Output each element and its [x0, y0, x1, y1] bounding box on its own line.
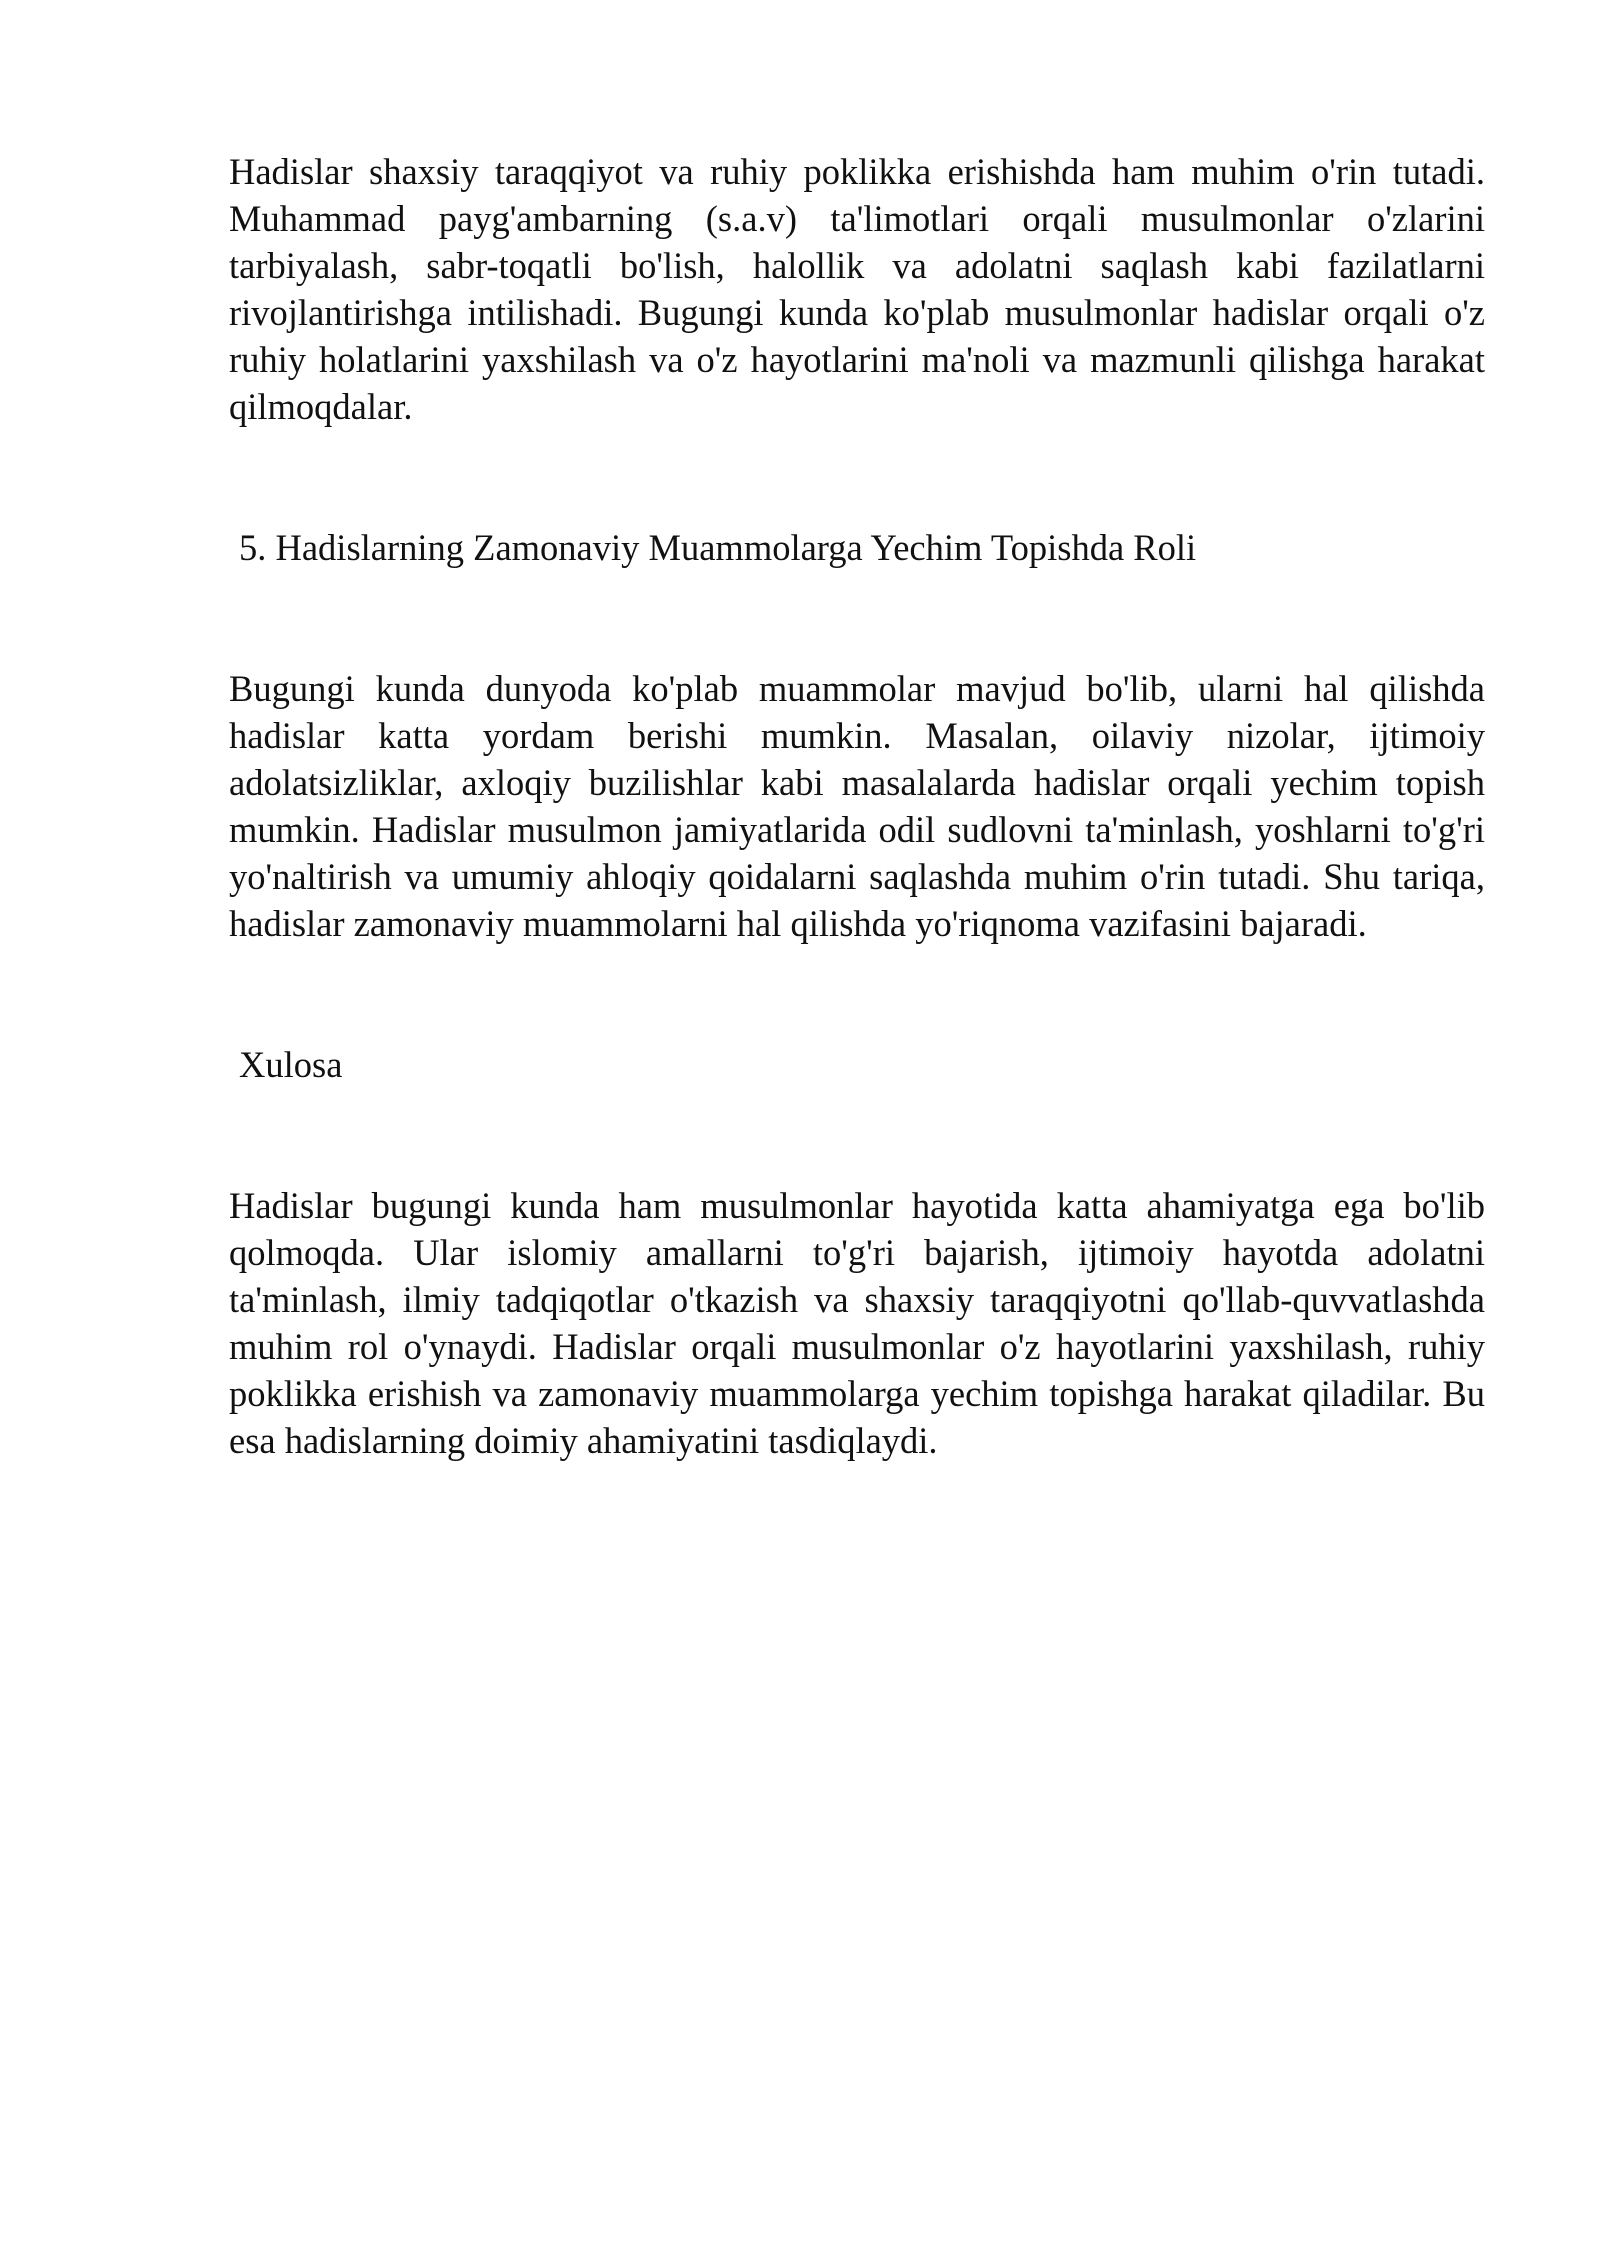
paragraph-personal-development: Hadislar shaxsiy taraqqiyot va ruhiy poklikka erishishda ham muhim o'rin tutadi. Muhammad payg'ambarning (s.a.v) ta'limotlari orqali musulmonlar o'zlarini tarbiyalash, sabr-toqatli bo'lish, halollik va adolatni saqlash kabi fazilatlarni rivojlantirishga intilishadi. Bugungi kunda ko'plab musulmonlar hadislar orqali o'z ruhiy holatlarini yaxshilash va o'z hayotlarini ma'noli va mazmunli qilishga harakat qilmoqdalar.: [229, 151, 1485, 427]
document-body: [229, 148, 1485, 1464]
paragraph-modern-problems: Bugungi kunda dunyoda ko'plab muammolar mavjud bo'lib, ularni hal qilishda hadislar katta yordam berishi mumkin. Masalan, oilaviy nizolar, ijtimoiy adolatsizliklar, axloqiy buzilishlar kabi masalalarda hadislar orqali yechim topish mumkin. Hadislar musulmon jamiyatlarida odil sudlovni ta'minlash, yoshlarni to'g'ri yo'naltirish va umumiy ahloqiy qoidalarni saqlashda muhim o'rin tutadi. Shu tariqa, hadislar zamonaviy muammolarni hal qilishda yo'riqnoma vazifasini bajaradi.: [229, 668, 1485, 944]
spacer: [229, 947, 1485, 1041]
spacer: [229, 1088, 1485, 1182]
paragraph-conclusion: Hadislar bugungi kunda ham musulmonlar hayotida katta ahamiyatga ega bo'lib qolmoqda. Ular islomiy amallarni to'g'ri bajarish, ijtimoiy hayotda adolatni ta'minlash, ilmiy tadqiqotlar o'tkazish va shaxsiy taraqqiyotni qo'llab-quvvatlashda muhim rol o'ynaydi. Hadislar orqali musulmonlar o'z hayotlarini yaxshilash, ruhiy poklikka erishish va zamonaviy muammolarga yechim topishga harakat qiladilar. Bu esa hadislarning doimiy ahamiyatini tasdiqlaydi.: [229, 1185, 1485, 1461]
spacer: [229, 571, 1485, 665]
section-heading-5: 5. Hadislarning Zamonaviy Muammolarga Yechim Topishda Roli: [239, 527, 1197, 568]
section-heading-conclusion: Xulosa: [239, 1044, 343, 1085]
spacer: [229, 430, 1485, 524]
